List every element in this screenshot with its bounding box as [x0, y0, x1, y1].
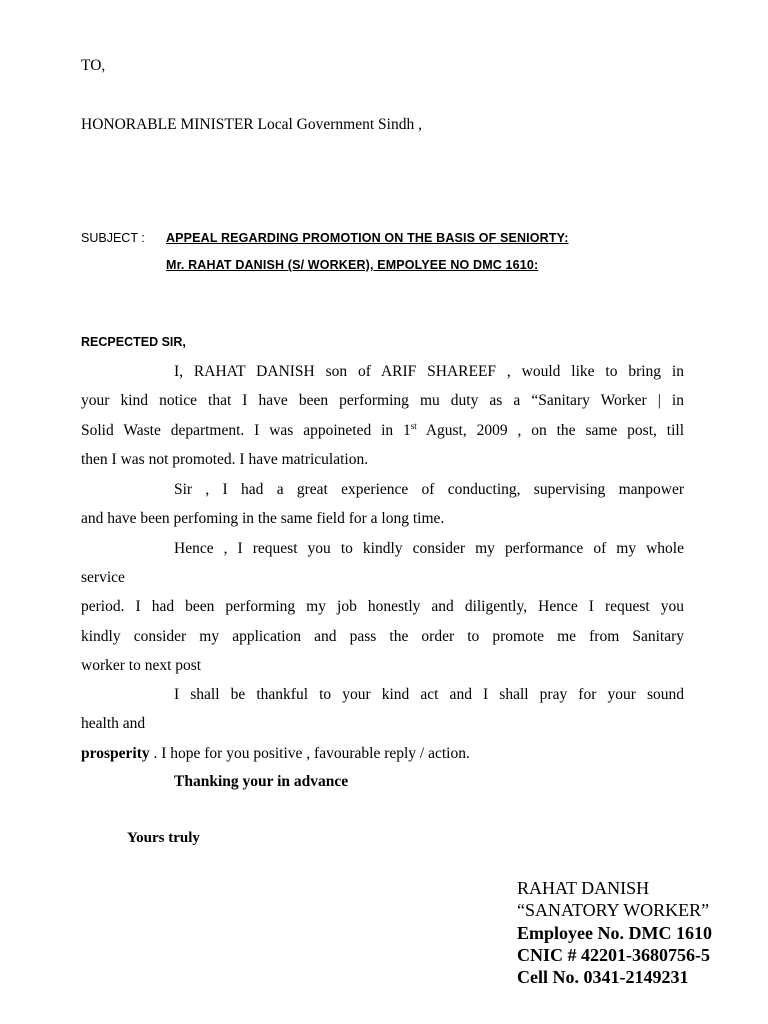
para1-line2: your kind notice that I have been performing mu duty as a “Sanitary Worker | in — [81, 392, 684, 409]
para1-line3-start: Solid Waste department. I was appoineted in 1 — [81, 422, 411, 439]
salutation: RECPECTED SIR, — [81, 335, 186, 349]
para1-line1: I, RAHAT DANISH son of ARIF SHAREEF , would like to bring in — [174, 363, 684, 380]
addressee: HONORABLE MINISTER Local Government Sindh , — [81, 116, 422, 133]
para3-line3: period. I had been performing my job honestly and diligently, Hence I request you — [81, 598, 684, 615]
subject-line-2: Mr. RAHAT DANISH (S/ WORKER), EMPOLYEE NO DMC 1610: — [166, 258, 539, 272]
para3-line5: worker to next post — [81, 657, 202, 674]
para2-line2: and have been perfoming in the same field for a long time. — [81, 510, 445, 527]
thanks-line: Thanking your in advance — [174, 773, 349, 790]
para4-line2: health and — [81, 715, 146, 732]
para4-line3 — [81, 744, 684, 764]
para1-line4: then I was not promoted. I have matriculation. — [81, 451, 369, 468]
prosperity-word: prosperity — [81, 745, 150, 762]
date-ordinal-suffix: st — [410, 421, 417, 431]
para4-line1: I shall be thankful to your kind act and I shall pray for your sound — [174, 686, 684, 703]
para1-line3-end: Agust, 2009 , on the same post, till — [416, 422, 684, 439]
para2-line1: Sir , I had a great experience of conducting, supervising manpower — [174, 481, 684, 498]
subject-label: SUBJECT : — [81, 231, 145, 245]
para3-line1: Hence , I request you to kindly consider my performance of my whole — [174, 540, 684, 557]
para3-line4: kindly consider my application and pass the order to promote me from Sanitary — [81, 628, 684, 645]
para4-line3-rest: . I hope for you positive , favourable reply / action. — [149, 745, 470, 762]
signature-title: “SANATORY WORKER” — [517, 900, 710, 920]
signature-cnic: CNIC # 42201-3680756-5 — [517, 945, 710, 965]
closing: Yours truly — [127, 830, 200, 846]
to-label: TO, — [81, 57, 106, 74]
signature-cell: Cell No. 0341-2149231 — [517, 967, 689, 987]
para1-line3 — [81, 421, 684, 441]
subject-line-1: APPEAL REGARDING PROMOTION ON THE BASIS OF SENIORTY: — [166, 231, 569, 245]
signature-name: RAHAT DANISH — [517, 878, 650, 898]
para3-line2: service — [81, 569, 125, 586]
signature-employee-no: Employee No. DMC 1610 — [517, 923, 712, 943]
